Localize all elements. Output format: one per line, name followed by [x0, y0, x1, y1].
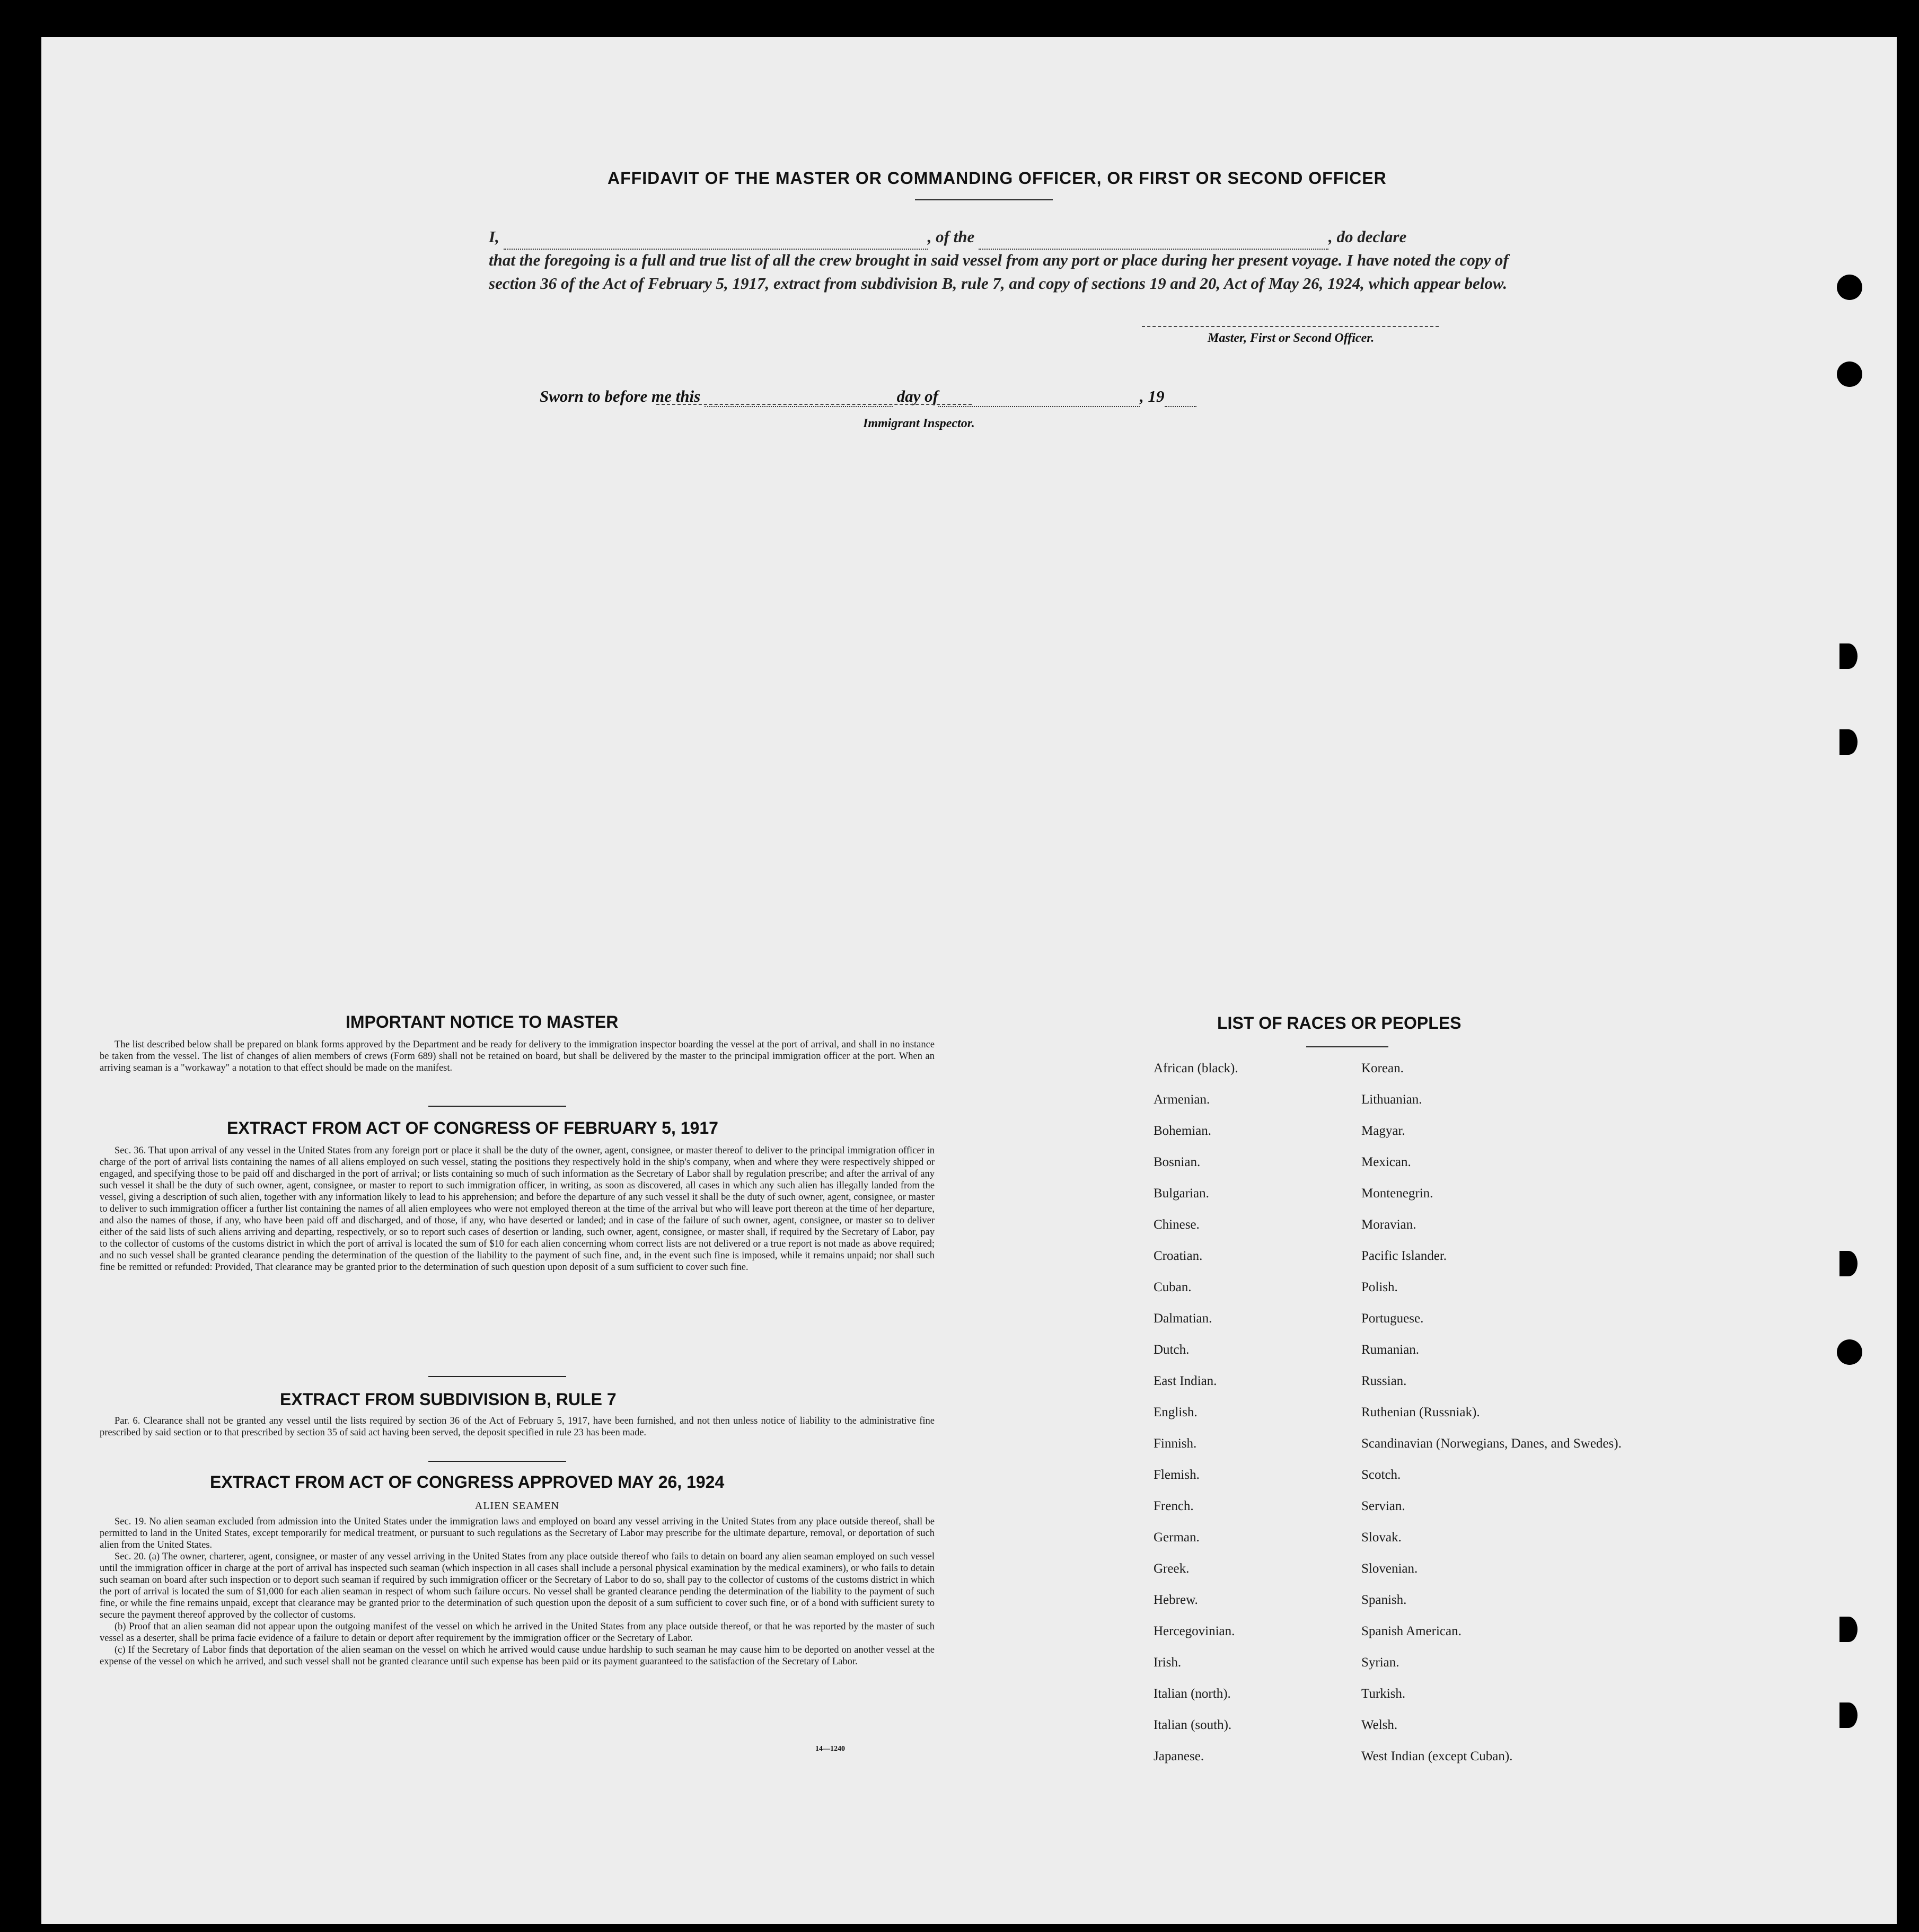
race-item: Polish. — [1361, 1280, 1398, 1294]
race-item: Italian (south). — [1154, 1718, 1232, 1732]
section-20c: (c) If the Secretary of Labor finds that deportation of the alien seaman on the vessel on which he arrived would cause undue hardship to such seaman he may cause him to be deported on another vessel at the expense of the vessel on which he arrived, and such vessel shall not be granted clearance until such expense has been paid or its payment guaranteed to the satisfaction of the Secretary of Labor. — [100, 1645, 935, 1667]
race-item: Croatian. — [1154, 1249, 1203, 1263]
notice-text: The list described below shall be prepared on blank forms approved by the Department and be ready for delivery to the immigration inspector boarding the vessel at the port of arrival, and shall in no instance be taken from the vessel. The list of changes of alien members of crews (Form 689) shall not be retained on board, but shall be delivered by the master to the principal immigration officer at the port. When an arriving seaman is a "workaway" a notation to that effect should be made on the manifest. — [100, 1039, 935, 1073]
declaration-line: I, , of the , do declare — [489, 225, 1522, 250]
divider — [428, 1376, 566, 1377]
form-number: 14—1240 — [815, 1745, 845, 1753]
race-item: Flemish. — [1154, 1468, 1200, 1482]
extract-1924-text — [100, 1497, 935, 1668]
race-item: Mexican. — [1361, 1155, 1411, 1169]
punch-hole — [1839, 1617, 1858, 1642]
punch-hole — [1837, 361, 1862, 387]
race-item: African (black). — [1154, 1061, 1238, 1075]
race-item: Slovenian. — [1361, 1562, 1418, 1576]
race-item: Moravian. — [1361, 1218, 1416, 1232]
section-20b: (b) Proof that an alien seaman did not appear upon the outgoing manifest of the vessel on which he arrived in the United States from any place outside thereof, or that he was reported by the master of such vessel as a deserter, shall be prima facie evidence of a failure to detain or deport after requirement by the immigration officer or the Secretary of Labor. — [100, 1621, 935, 1644]
race-item: Scandinavian (Norwegians, Danes, and Swedes). — [1361, 1436, 1622, 1451]
bleed-through — [381, 117, 389, 151]
punch-hole — [1837, 1339, 1862, 1365]
divider — [1306, 1046, 1388, 1047]
race-item: Portuguese. — [1361, 1311, 1424, 1326]
race-item: Slovak. — [1361, 1530, 1402, 1545]
divider — [428, 1106, 566, 1107]
affidavit-title: AFFIDAVIT OF THE MASTER OR COMMANDING OFFICER, OR FIRST OR SECOND OFFICER — [608, 169, 1387, 188]
races-heading: LIST OF RACES OR PEOPLES — [1217, 1013, 1462, 1033]
race-item: Dalmatian. — [1154, 1311, 1212, 1326]
section-19: Sec. 19. No alien seaman excluded from admission into the United States under the immigration laws and employed on board any vessel arriving in the United States from any place outside thereof, shall be permitted to land in the United States, except temporarily for medical treatment, or pursuant to such regulations as the Secretary of Labor may prescribe for the ultimate departure, removal, or deportation of such alien from the United States. — [100, 1516, 935, 1550]
race-item: Finnish. — [1154, 1436, 1197, 1451]
punch-hole — [1837, 275, 1862, 300]
extract-1917-text: Sec. 36. That upon arrival of any vessel in the United States from any foreign port or place it shall be the duty of the owner, agent, consignee, or master thereof to deliver to the principal immigration officer in charge of the port of arrival lists containing the names of all aliens employed on such vessel, stating the positions they respectively hold in the ship's company, when and where they were respectively shipped or engaged, and specifying those to be paid off and discharged in the port of arrival; or lists containing so much of such information as the Secretary of Labor shall by regulation prescribe; and after the arrival of any such vessel it shall be the duty of such owner, agent, consignee, or master to report to such immigration officer, in writing, as soon as discovered, all cases in which any such alien has illegally landed from the vessel, giving a description of such alien, together with any information likely to lead to his apprehension; and before the departure of any such vessel it shall be the duty of such owner, agent, consignee, or master to deliver to such immigration officer a further list containing the names of all alien employees who were not employed thereon at the time of the arrival but who will leave port thereon at the time of her departure, and also the names of those, if any, who have been paid off and discharged, and of those, if any, who have deserted or landed; and in case of the failure of such owner, agent, consignee, or master so to deliver either of the said lists of such aliens arriving and departing, respectively, or so to report such cases of desertion or landing, such owner, agent, consignee, or master shall, if required by the Secretary of Labor, pay to the collector of customs of the customs district in which the port of arrival is located the sum of $10 for each alien concerning whom correct lists are not delivered or a true report is not made as above required; and no such vessel shall be granted clearance pending the determination of the question of the liability to the payment of such fine, and, in the event such fine is imposed, while it remains unpaid; nor shall such fine be remitted or refunded: Provided, That clearance may be granted prior to the determination of such question upon deposit of a sum sufficient to cover such fine. — [100, 1145, 935, 1273]
master-signature-line[interactable] — [1142, 326, 1439, 327]
race-item: West Indian (except Cuban). — [1361, 1749, 1513, 1763]
sworn-year-blank[interactable] — [1165, 387, 1196, 407]
race-item: Irish. — [1154, 1655, 1182, 1670]
race-item: Spanish. — [1361, 1593, 1407, 1607]
rule7-text: Par. 6. Clearance shall not be granted any vessel until the lists required by section 36 of the Act of February 5, 1917, have been furnished, and not then unless notice of liability to the administrative fine prescribed by said section or to that prescribed by section 35 of said act having been served, the deposit specified in rule 23 has been made. — [100, 1416, 935, 1438]
race-item: Pacific Islander. — [1361, 1249, 1447, 1263]
race-item: Welsh. — [1361, 1718, 1398, 1732]
race-item: Scotch. — [1361, 1468, 1401, 1482]
alien-seamen-subheading: ALIEN SEAMEN — [474, 1500, 560, 1512]
race-item: French. — [1154, 1499, 1194, 1513]
vessel-blank[interactable] — [979, 225, 1328, 250]
race-item: Hercegovinian. — [1154, 1624, 1235, 1638]
notice-heading: IMPORTANT NOTICE TO MASTER — [346, 1012, 619, 1031]
sworn-line: Sworn to before me this day of , 19 — [540, 387, 1196, 407]
races-right-column — [1361, 1061, 1622, 1780]
punch-hole — [1839, 729, 1858, 755]
race-item: Hebrew. — [1154, 1593, 1198, 1607]
race-item: Korean. — [1361, 1061, 1404, 1075]
race-item: Bosnian. — [1154, 1155, 1201, 1169]
race-item: Japanese. — [1154, 1749, 1204, 1763]
race-item: East Indian. — [1154, 1374, 1217, 1388]
punch-hole — [1839, 643, 1858, 669]
race-item: Servian. — [1361, 1499, 1405, 1513]
race-item: Rumanian. — [1361, 1343, 1420, 1357]
divider — [915, 199, 1053, 200]
inspector-signature-line[interactable] — [656, 404, 972, 405]
document-page — [41, 37, 1897, 1924]
race-item: Magyar. — [1361, 1124, 1405, 1138]
section-20a: Sec. 20. (a) The owner, charterer, agent, consignee, or master of any vessel arriving in the United States from any place outside thereof who fails to detain on board any alien seaman employed on such vessel until the immigration officer in charge at the port of arrival has inspected such seaman (which inspection in all cases shall include a personal physical examination by the medical examiners), or who fails to detain such seaman on board after such inspection or to deport such seaman if required by such immigration officer or the Secretary of Labor to do so, shall pay to the collector of customs of the customs district in which the port of arrival is located the sum of $1,000 for each alien seaman in respect of whom such failure occurs. No vessel shall be granted clearance pending the determination of the liability to the payment of such fine, or while the fine remains unpaid, except that clearance may be granted prior to the determination of such question upon the deposit of a sum sufficient to cover such fine, or of a bond with sufficient surety to secure the payment thereof approved by the collector of customs. — [100, 1551, 935, 1620]
name-blank[interactable] — [504, 225, 928, 250]
race-item: Dutch. — [1154, 1343, 1190, 1357]
punch-hole — [1839, 1251, 1858, 1276]
race-item: Russian. — [1361, 1374, 1407, 1388]
punch-hole — [1839, 1702, 1858, 1728]
race-item: Spanish American. — [1361, 1624, 1462, 1638]
rule7-heading: EXTRACT FROM SUBDIVISION B, RULE 7 — [280, 1390, 617, 1409]
race-item: Greek. — [1154, 1562, 1190, 1576]
race-item: Ruthenian (Russniak). — [1361, 1405, 1480, 1419]
race-item: Montenegrin. — [1361, 1186, 1433, 1201]
extract-1917-heading: EXTRACT FROM ACT OF CONGRESS OF FEBRUARY 5, 1917 — [227, 1118, 718, 1137]
race-item: German. — [1154, 1530, 1200, 1545]
master-label: Master, First or Second Officer. — [1208, 331, 1375, 345]
race-item: Bohemian. — [1154, 1124, 1212, 1138]
race-item: Cuban. — [1154, 1280, 1192, 1294]
race-item: Italian (north). — [1154, 1687, 1231, 1701]
race-item: Lithuanian. — [1361, 1092, 1422, 1107]
race-item: Bulgarian. — [1154, 1186, 1209, 1201]
inspector-label: Immigrant Inspector. — [863, 417, 975, 430]
extract-1924-heading: EXTRACT FROM ACT OF CONGRESS APPROVED MAY 26, 1924 — [210, 1472, 725, 1492]
race-item: English. — [1154, 1405, 1198, 1419]
race-item: Syrian. — [1361, 1655, 1399, 1670]
races-left-column — [1154, 1061, 1238, 1780]
declaration-body: that the foregoing is a full and true list of all the crew brought in said vessel from any port or place during her present voyage. I have noted the copy of section 36 of the Act of February 5, 1917, extract from subdivision B, rule 7, and copy of sections 19 and 20, Act of May 26, 1924, which appear below. — [489, 251, 1509, 293]
race-item: Chinese. — [1154, 1218, 1200, 1232]
race-item: Armenian. — [1154, 1092, 1210, 1107]
race-item: Turkish. — [1361, 1687, 1406, 1701]
divider — [428, 1461, 566, 1462]
